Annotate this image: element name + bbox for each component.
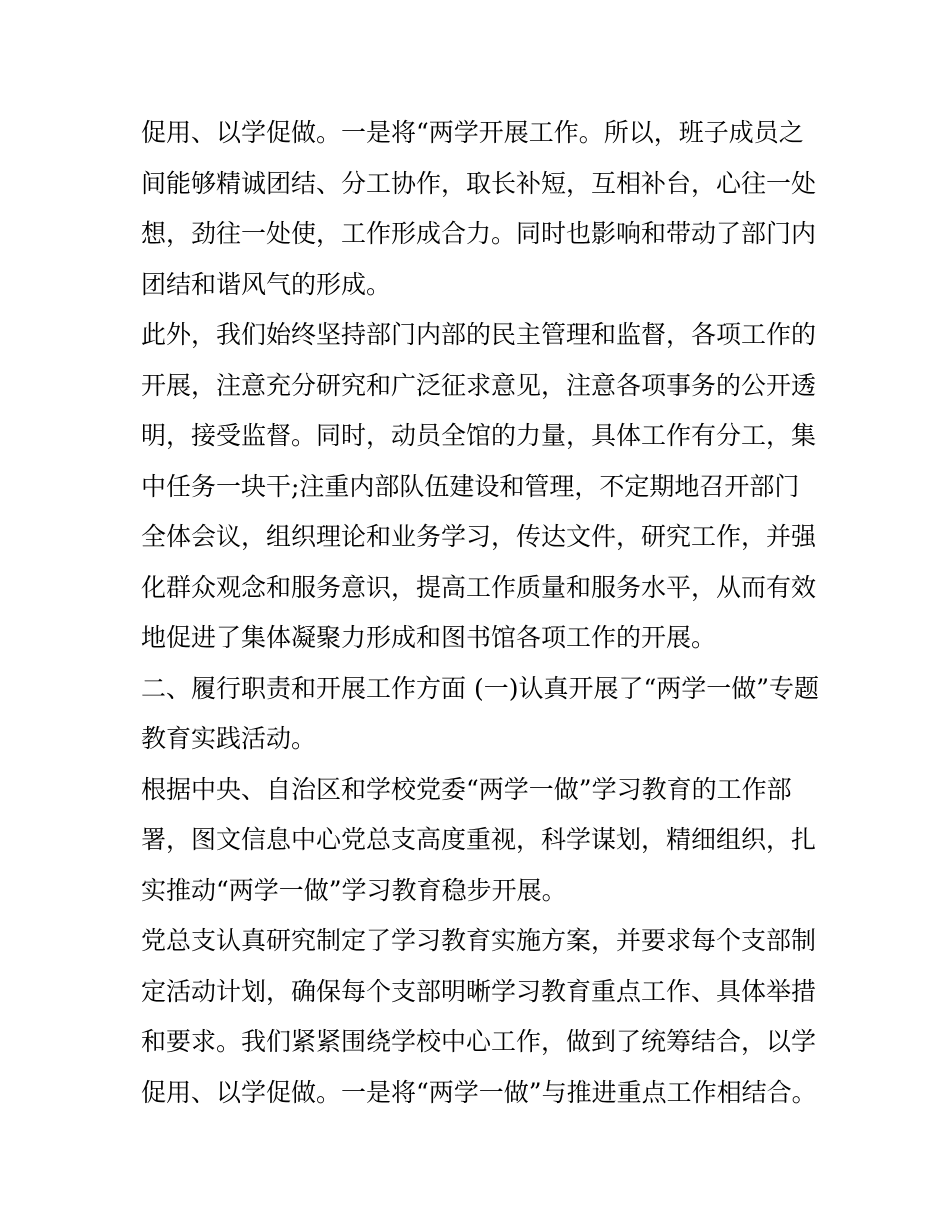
text-line: 化群众观念和服务意识，提高工作质量和服务水平，从而有效 (141, 572, 817, 602)
text-line: 党总支认真研究制定了学习教育实施方案，并要求每个支部制 (141, 926, 817, 955)
text-line: 促用、以学促做。一是将“两学一做”与推进重点工作相结合。 (141, 1077, 817, 1107)
body-text (141, 108, 821, 1118)
text-line: 定活动计划，确保每个支部明晰学习教育重点工作、具体举措 (141, 976, 817, 1006)
text-line: 此外，我们始终坚持部门内部的民主管理和监督，各项工作的 (141, 320, 817, 349)
text-line: 间能够精诚团结、分工协作，取长补短，互相补台，心往一处 (141, 168, 817, 198)
text-line: 明，接受监督。同时，动员全馆的力量，具体工作有分工，集 (141, 421, 817, 450)
text-line: 署，图文信息中心党总支高度重视，科学谋划，精细组织，扎 (141, 825, 817, 854)
text-line: 实推动“两学一做”学习教育稳步开展。 (141, 875, 567, 905)
text-line: 全体会议，组织理论和业务学习，传达文件，研究工作，并强 (141, 522, 817, 551)
text-line: 教育实践活动。 (141, 724, 317, 753)
text-line: 地促进了集体凝聚力形成和图书馆各项工作的开展。 (141, 623, 717, 652)
text-line: 开展，注意充分研究和广泛征求意见，注意各项事务的公开透 (141, 370, 817, 400)
text-line: 想，劲往一处使，工作形成合力。同时也影响和带动了部门内 (141, 219, 817, 248)
text-line: 根据中央、自治区和学校党委“两学一做”学习教育的工作部 (141, 774, 792, 804)
text-line: 团结和谐风气的形成。 (141, 269, 392, 299)
text-line: 促用、以学促做。一是将“两学开展工作。所以，班子成员之 (141, 118, 804, 147)
text-line: 和要求。我们紧紧围绕学校中心工作，做到了统筹结合，以学 (141, 1027, 817, 1056)
text-line: 二、履行职责和开展工作方面 (一)认真开展了“两学一做”专题 (141, 673, 820, 703)
text-line: 中任务一块干;注重内部队伍建设和管理，不定期地召开部门 (141, 471, 800, 501)
